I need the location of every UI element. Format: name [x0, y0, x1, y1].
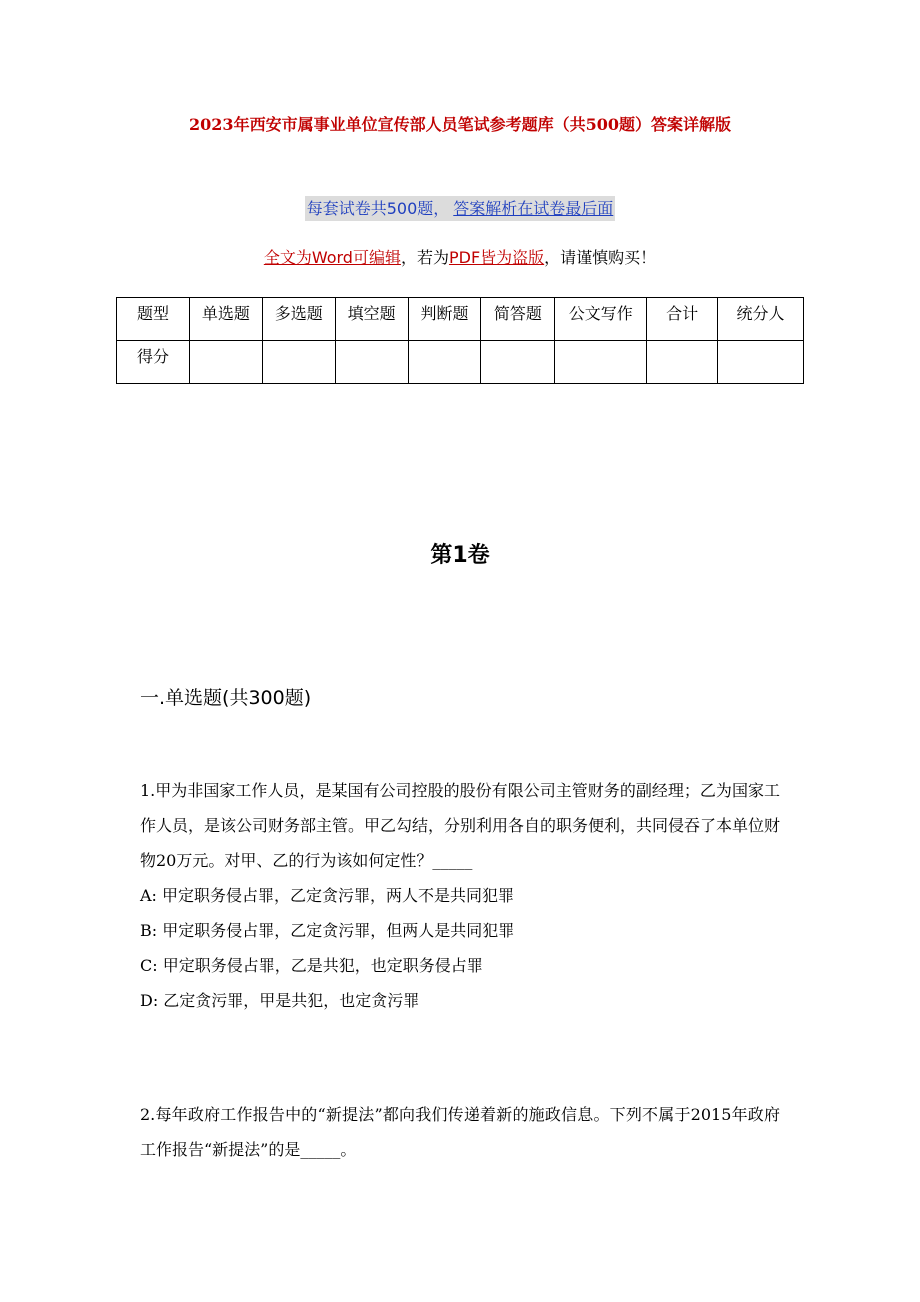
table-header-cell: 判断题	[408, 298, 481, 341]
notice-editable: 全文为Word可编辑	[263, 248, 401, 267]
table-header-cell: 多选题	[262, 298, 335, 341]
table-header-cell: 简答题	[481, 298, 555, 341]
table-header-cell: 填空题	[335, 298, 408, 341]
notice-line-piracy	[0, 245, 920, 268]
question-2	[140, 1097, 780, 1167]
score-cell	[481, 341, 555, 384]
question-stem: 2.每年政府工作报告中的“新提法”都向我们传递着新的施政信息。下列不属于2015年政府工作报告“新提法”的是_____。	[140, 1105, 780, 1159]
score-cell	[647, 341, 718, 384]
option-b: B: 甲定职务侵占罪，乙定贪污罪，但两人是共同犯罪	[140, 921, 515, 940]
notice-line-answers	[0, 196, 920, 219]
notice-total-questions: 每套试卷共500题，	[305, 196, 452, 221]
score-cell	[335, 341, 408, 384]
section-title: 一.单选题(共300题)	[140, 687, 312, 709]
option-a: A: 甲定职务侵占罪，乙定贪污罪，两人不是共同犯罪	[140, 886, 515, 905]
table-header-cell: 题型	[117, 298, 190, 341]
score-cell	[262, 341, 335, 384]
volume-title: 第1卷	[430, 543, 490, 568]
question-stem: 1.甲为非国家工作人员，是某国有公司控股的股份有限公司主管财务的副经理；乙为国家工作人员，是该公司财务部主管。甲乙勾结，分别利用各自的职务便利，共同侵吞了本单位财物20万元。对甲、乙的行为该如何定性？_____	[140, 781, 781, 870]
score-cell	[718, 341, 804, 384]
table-header-cell: 公文写作	[555, 298, 647, 341]
question-1	[140, 773, 780, 1018]
table-header-cell: 合计	[647, 298, 718, 341]
score-cell	[555, 341, 647, 384]
score-cell	[189, 341, 262, 384]
table-header-cell: 统分人	[718, 298, 804, 341]
score-table-header-row	[117, 298, 804, 341]
score-table-score-row	[117, 341, 804, 384]
option-c: C: 甲定职务侵占罪，乙是共犯，也定职务侵占罪	[140, 956, 483, 975]
notice-pdf-pirated: PDF皆为盗版	[448, 248, 545, 267]
score-row-label: 得分	[117, 341, 190, 384]
notice-answers-location: 答案解析在试卷最后面	[451, 196, 615, 221]
option-d: D: 乙定贪污罪，甲是共犯，也定贪污罪	[140, 991, 420, 1010]
table-header-cell: 单选题	[189, 298, 262, 341]
score-cell	[408, 341, 481, 384]
notice-text-caution: ，请谨慎购买！	[544, 248, 657, 267]
score-table	[116, 297, 804, 384]
notice-text-if: ，若为	[400, 248, 449, 267]
document-title: 2023年西安市属事业单位宣传部人员笔试参考题库（共500题）答案详解版	[189, 115, 731, 134]
